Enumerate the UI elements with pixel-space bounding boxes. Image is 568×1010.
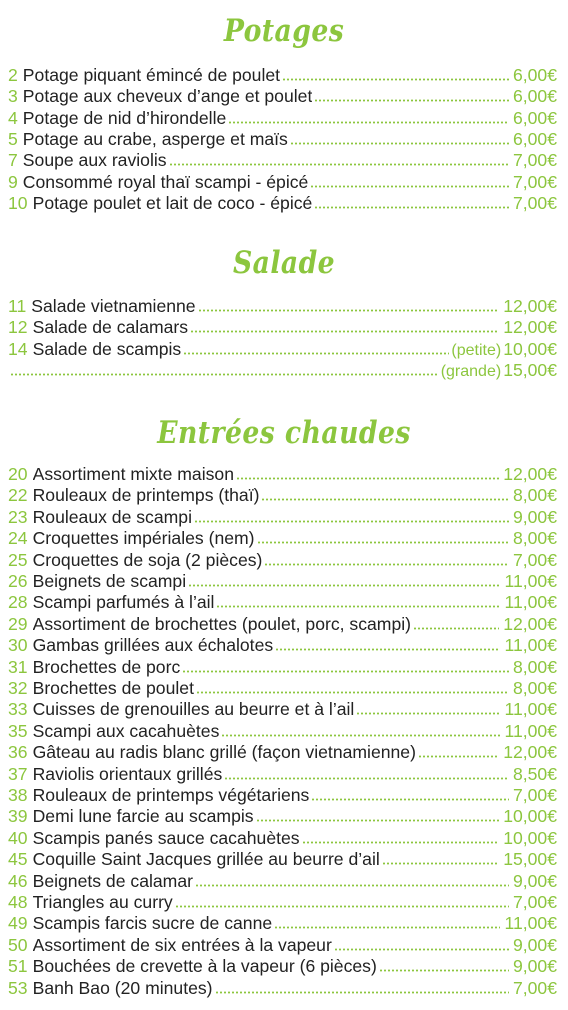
menu-item-row [8,785,557,806]
item-price: 6,00€ [512,128,557,149]
item-price: 12,00€ [503,742,557,763]
item-price: 8,50€ [512,763,557,784]
item-price: 7,00€ [512,549,557,570]
dot-leader [196,691,509,694]
item-number: 39 [8,806,28,827]
item-number: 3 [8,86,18,107]
dot-leader [302,841,500,844]
menu-item-row [8,764,557,785]
dot-leader [256,819,500,822]
item-price: 8,00€ [512,485,557,506]
menu-item-row [8,571,557,592]
item-price: 15,00€ [503,359,557,380]
menu-item-row [8,956,557,977]
item-name: Scampi aux cacahuètes [32,720,220,741]
menu-item-row [8,849,557,870]
item-number: 29 [8,613,28,634]
menu-item-row [8,528,557,549]
dot-leader [190,330,499,333]
item-name: Potage piquant émincé de poulet [22,65,281,85]
item-price: 12,00€ [503,613,557,634]
item-number: 14 [8,338,28,359]
item-price: 7,00€ [512,892,557,912]
dot-leader [334,948,509,951]
menu-item-row [8,614,557,635]
item-price: 11,00€ [504,571,557,591]
dot-leader [175,905,509,908]
dot-leader [195,884,509,887]
dot-leader [379,969,509,972]
item-name: Potage au crabe, asperge et maïs [22,128,288,149]
item-number: 12 [8,317,28,338]
item-price: 7,00€ [512,192,557,213]
dot-leader [257,541,509,544]
item-name: Banh Bao (20 minutes) [32,977,213,998]
dot-leader [216,605,500,608]
menu-item-row [8,485,557,506]
item-price: 8,00€ [512,528,557,549]
item-name: Brochettes de porc [32,656,181,677]
menu-item-row [8,699,557,720]
item-name: Rouleaux de scampi [32,506,192,527]
dot-leader [413,627,499,630]
item-size: (grande) [440,362,502,380]
item-number: 35 [8,720,28,741]
dot-leader [215,991,509,994]
menu-item-row [8,678,557,699]
menu-item-row [8,742,557,763]
menu-item-row [8,86,557,107]
dot-leader [228,121,509,124]
dot-leader [194,520,509,523]
item-name: Assortiment de brochettes (poulet, porc, scampi) [32,613,412,634]
dot-leader [169,163,509,166]
item-price: 9,00€ [512,934,557,955]
section-title-potages: Potages [223,13,345,49]
item-number: 38 [8,785,28,805]
dot-leader [236,477,499,480]
item-number: 53 [8,977,28,998]
dot-leader [261,498,509,501]
item-number: 36 [8,742,28,763]
dot-leader [275,648,500,651]
item-price: 7,00€ [512,150,557,171]
menu-item-row [8,635,557,656]
item-price: 11,00€ [504,635,557,656]
menu-item-row [8,150,557,171]
item-name: Potage poulet et lait de coco - épicé [32,192,313,213]
dot-leader [290,142,509,145]
menu-item-row [8,657,557,678]
item-price: 7,00€ [512,977,557,998]
item-name: Brochettes de poulet [32,678,194,698]
item-price: 12,00€ [503,464,557,484]
item-price: 12,00€ [503,317,557,338]
item-name: Bouchées de crevette à la vapeur (6 pièces) [32,956,377,977]
item-name: Assortiment mixte maison [32,464,234,484]
item-size: (petite) [451,341,502,359]
item-number: 23 [8,506,28,527]
menu-item-row [8,935,557,956]
item-number: 46 [8,870,28,891]
item-price: 6,00€ [512,107,557,128]
dot-leader [183,352,449,355]
item-number: 40 [8,827,28,848]
menu-item-row [8,978,557,999]
menu-item-row [8,108,557,129]
item-price: 10,00€ [503,338,557,359]
item-number: 4 [8,107,18,128]
menu-item-row [8,193,557,214]
item-number: 22 [8,485,28,506]
item-number: 50 [8,934,28,955]
dot-leader [314,206,509,209]
item-number: 20 [8,464,28,484]
menu-item-row [8,360,557,381]
dot-leader [264,563,509,566]
menu-item-row [8,871,557,892]
item-name: Beignets de calamar [32,870,193,891]
dot-leader [198,309,500,312]
menu-item-row [8,550,557,571]
menu-item-row [8,172,557,193]
item-number: 25 [8,549,28,570]
item-price: 9,00€ [512,870,557,891]
dot-leader [188,584,500,587]
item-number: 10 [8,192,28,213]
item-price: 8,00€ [512,656,557,677]
item-name: Salade de scampis [32,338,182,359]
item-name: Cuisses de grenouilles au beurre et à l’ail [32,699,355,720]
item-name: Gâteau au radis blanc grillé (façon vietnamienne) [32,742,416,763]
menu-item-row [8,464,557,485]
item-number: 31 [8,656,28,677]
item-name: Potage de nid d’hirondelle [22,107,227,128]
dot-leader [311,798,509,801]
item-price: 9,00€ [512,506,557,527]
item-name: Croquettes impériales (nem) [32,528,255,549]
item-number: 5 [8,128,18,149]
item-number: 2 [8,65,18,85]
item-name: Soupe aux raviolis [22,150,167,171]
item-name: Assortiment de six entrées à la vapeur [32,934,332,955]
item-number: 32 [8,678,28,698]
item-number: 7 [8,150,18,171]
dot-leader [356,712,500,715]
menu-item-row [8,592,557,613]
item-name: Salade vietnamienne [31,296,196,316]
dot-leader [10,373,439,376]
dot-leader [314,99,509,102]
item-name: Triangles au curry [32,892,173,912]
item-name: Rouleaux de printemps végétariens [32,785,310,805]
item-number: 37 [8,763,28,784]
item-number: 49 [8,913,28,934]
item-name: Coquille Saint Jacques grillée au beurre d’ail [32,849,380,870]
item-price: 7,00€ [512,785,557,805]
item-number: 28 [8,592,28,613]
item-number: 48 [8,892,28,912]
section-title-salade: Salade [232,245,336,281]
item-number: 9 [8,171,18,192]
item-name: Scampi parfumés à l’ail [32,592,215,613]
item-price: 11,00€ [504,592,557,613]
dot-leader [310,185,509,188]
item-price: 11,00€ [504,913,557,934]
item-number: 26 [8,571,28,591]
dot-leader [282,78,509,81]
menu-item-row [8,339,557,360]
dot-leader [224,777,509,780]
item-price: 9,00€ [512,956,557,977]
dot-leader [418,755,499,758]
dot-leader [274,926,500,929]
item-price: 15,00€ [503,849,557,870]
dot-leader [382,862,499,865]
item-name: Beignets de scampi [32,571,187,591]
item-price: 11,00€ [504,720,557,741]
menu-item-row [8,806,557,827]
item-price: 10,00€ [503,827,557,848]
item-name: Rouleaux de printemps (thaï) [32,485,260,506]
item-name: Consommé royal thaï scampi - épicé [22,171,309,192]
menu-item-row [8,65,557,86]
item-price: 12,00€ [503,296,557,316]
menu-item-row [8,507,557,528]
item-price: 11,00€ [504,699,557,720]
menu-item-row [8,129,557,150]
item-number: 33 [8,699,28,720]
dot-leader [182,670,509,673]
item-number: 24 [8,528,28,549]
item-name: Raviolis orientaux grillés [32,763,223,784]
menu-item-row [8,913,557,934]
menu-item-row [8,892,557,913]
menu-item-row [8,828,557,849]
item-name: Demi lune farcie au scampis [32,806,254,827]
item-name: Gambas grillées aux échalotes [32,635,274,656]
menu-item-row [8,317,557,338]
item-name: Potage aux cheveux d’ange et poulet [22,86,313,107]
item-number: 45 [8,849,28,870]
item-price: 6,00€ [512,65,557,85]
item-price: 6,00€ [512,86,557,107]
item-name: Croquettes de soja (2 pièces) [32,549,263,570]
item-number: 11 [8,296,27,316]
dot-leader [221,734,500,737]
item-price: 8,00€ [512,678,557,698]
item-name: Scampis panés sauce cacahuètes [32,827,300,848]
menu-item-row [8,721,557,742]
item-name: Scampis farcis sucre de canne [32,913,273,934]
item-name: Salade de calamars [32,317,189,338]
menu-item-row [8,296,557,317]
section-title-entrees-chaudes: Entrées chaudes [157,415,411,451]
item-number: 30 [8,635,28,656]
item-price: 7,00€ [512,171,557,192]
item-number: 51 [8,956,28,977]
item-price: 10,00€ [503,806,557,827]
